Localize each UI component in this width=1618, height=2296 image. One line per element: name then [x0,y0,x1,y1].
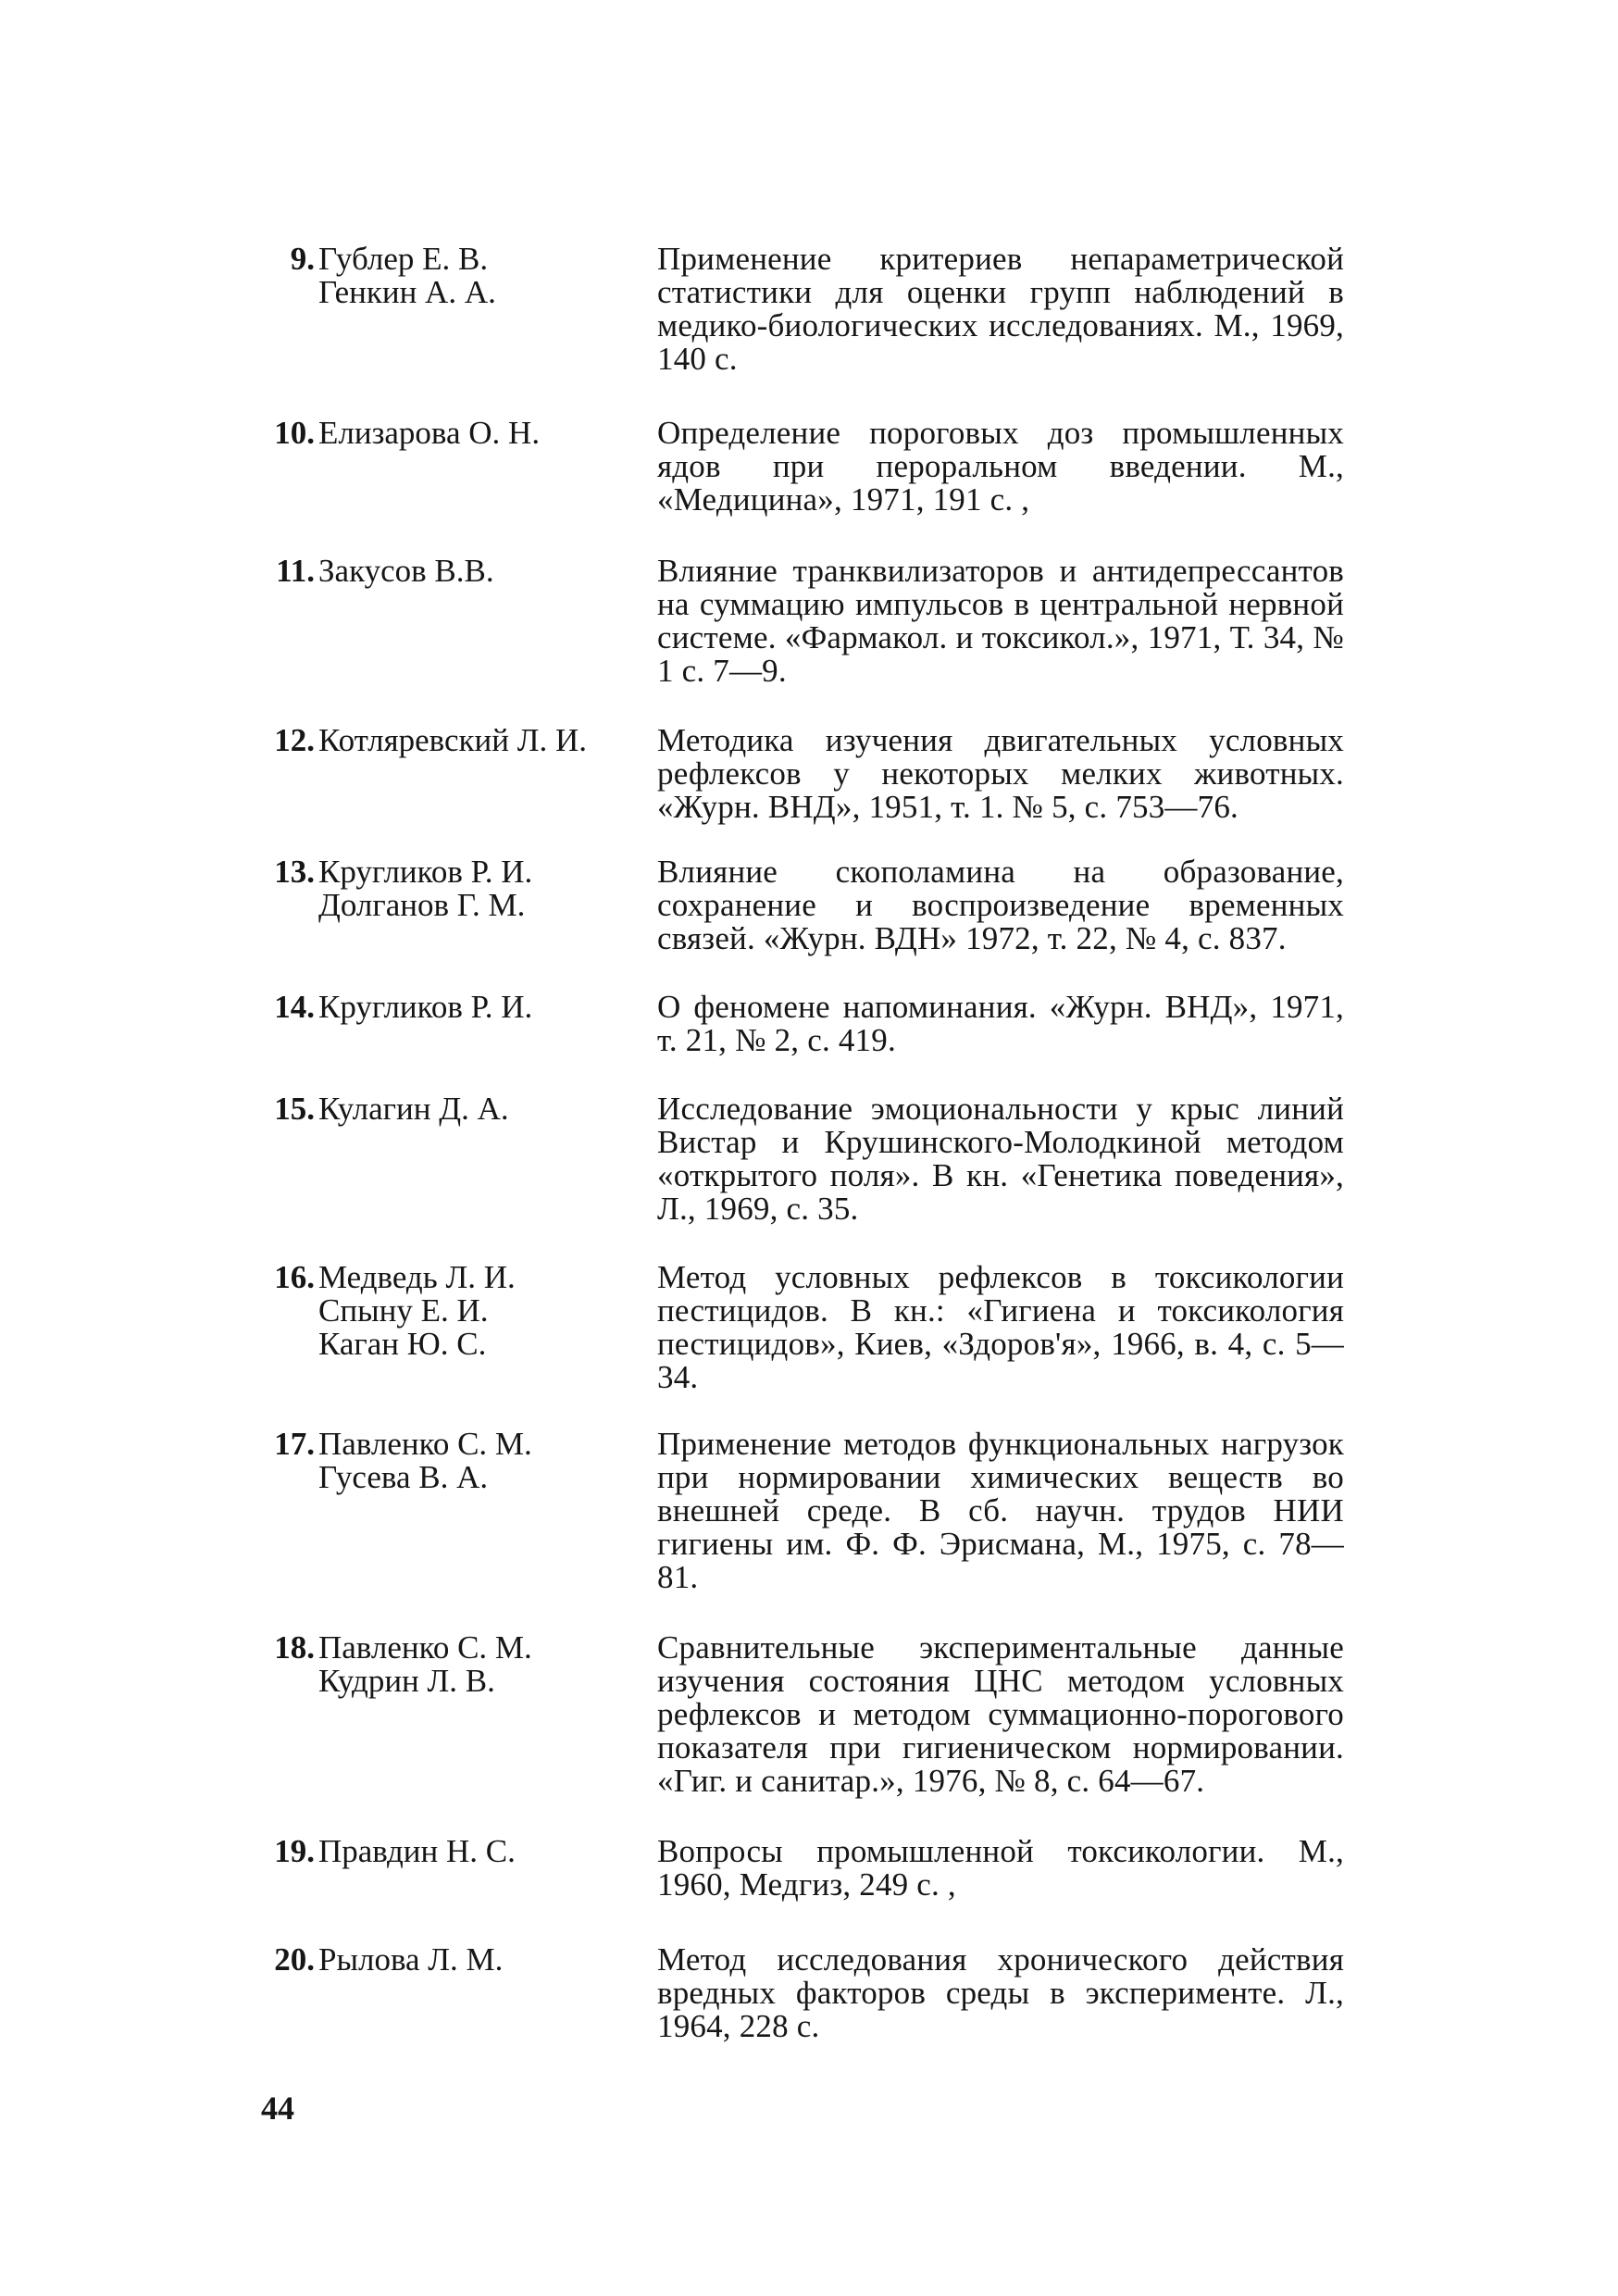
reference-text: Влияние транквилизаторов и антидепрессантов на суммацию импульсов в центральной нервной системе. «Фармакол. и токсикол.», 1971, Т. 34, № 1 с. 7—9. [657,553,1344,689]
reference-text: Исследование эмоциональности у крыс линий Вистар и Крушинского-Молодкиной методом «открытого поля». В кн. «Генетика поведения», Л., 1969, с. 35. [657,1091,1344,1227]
reference-authors [318,991,642,1024]
author-name: Спыну Е. И. [318,1292,489,1329]
reference-text: Определение пороговых доз промышленных ядов при пероральном введении. М., «Медицина», 1971, 191 с. , [657,415,1344,518]
reference-text: Влияние скополамина на образование, сохранение и воспроизведение временных связей. «Журн. ВДН» 1972, т. 22, № 4, с. 837. [657,854,1344,956]
author-name: Павленко С. М. [318,1629,532,1666]
reference-number: 20. [274,1941,315,1978]
author-name: Кругликов Р. И. [318,989,533,1025]
reference-number: 9. [290,241,315,277]
reference-authors [318,1092,642,1126]
reference-text: Вопросы промышленной токсикологии. М., 1960, Медгиз, 249 с. , [657,1833,1344,1903]
reference-text: Метод условных рефлексов в токсикологии пестицидов. В кн.: «Гигиена и токсикология пестицидов», Киев, «Здоров'я», 1966, в. 4, с. 5—34. [657,1259,1344,1395]
reference-authors [318,1428,642,1494]
reference-number: 10. [274,415,315,451]
author-name: Гусева В. А. [318,1459,489,1495]
author-name: Котляревский Л. И. [318,722,587,758]
reference-number: 13. [274,854,315,890]
reference-authors [318,855,642,922]
author-name: Елизарова О. Н. [318,415,541,451]
author-name: Гублер Е. В. [318,241,489,277]
reference-number: 16. [274,1259,315,1295]
reference-number: 14. [274,989,315,1025]
reference-text: О феномене напоминания. «Журн. ВНД», 1971, т. 21, № 2, с. 419. [657,989,1344,1058]
reference-text: Применение методов функциональных нагрузок при нормировании химических веществ во внешней среде. В сб. научн. трудов НИИ гигиены им. Ф. Ф. Эрисмана, М., 1975, с. 78—81. [657,1426,1344,1595]
reference-authors [318,1631,642,1698]
author-name: Кругликов Р. И. [318,854,533,890]
reference-text: Применение критериев непараметрической статистики для оценки групп наблюдений в медико-биологических исследованиях. М., 1969, 140 с. [657,241,1344,377]
reference-number: 12. [274,722,315,758]
author-name: Правдин Н. С. [318,1833,516,1869]
author-name: Долганов Г. М. [318,887,526,923]
page-number: 44 [261,2090,294,2127]
reference-number: 17. [274,1426,315,1462]
reference-number: 19. [274,1833,315,1869]
author-name: Закусов В.В. [318,553,494,589]
reference-authors [318,1835,642,1868]
reference-text: Метод исследования хронического действия вредных факторов среды в эксперименте. Л., 1964, 228 с. [657,1941,1344,2044]
reference-text: Методика изучения двигательных условных рефлексов у некоторых мелких животных. «Журн. ВНД», 1951, т. 1. № 5, с. 753—76. [657,722,1344,825]
author-name: Павленко С. М. [318,1426,532,1462]
reference-authors [318,1943,642,1977]
author-name: Кулагин Д. А. [318,1091,509,1127]
reference-text: Сравнительные экспериментальные данные изучения состояния ЦНС методом условных рефлексов и методом суммационно-порогового показателя при гигиеническом нормировании. «Гиг. и санитар.», 1976, № 8, с. 64—67. [657,1629,1344,1799]
author-name: Рылова Л. М. [318,1941,504,1978]
author-name: Каган Ю. С. [318,1326,487,1362]
author-name: Кудрин Л. В. [318,1663,495,1699]
reference-authors [318,417,642,450]
author-name: Генкин А. А. [318,274,496,310]
reference-authors [318,724,642,757]
reference-authors [318,555,642,588]
author-name: Медведь Л. И. [318,1259,516,1295]
reference-number: 18. [274,1629,315,1666]
reference-authors [318,1261,642,1361]
reference-number: 15. [274,1091,315,1127]
reference-number: 11. [276,553,315,589]
reference-authors [318,243,642,309]
